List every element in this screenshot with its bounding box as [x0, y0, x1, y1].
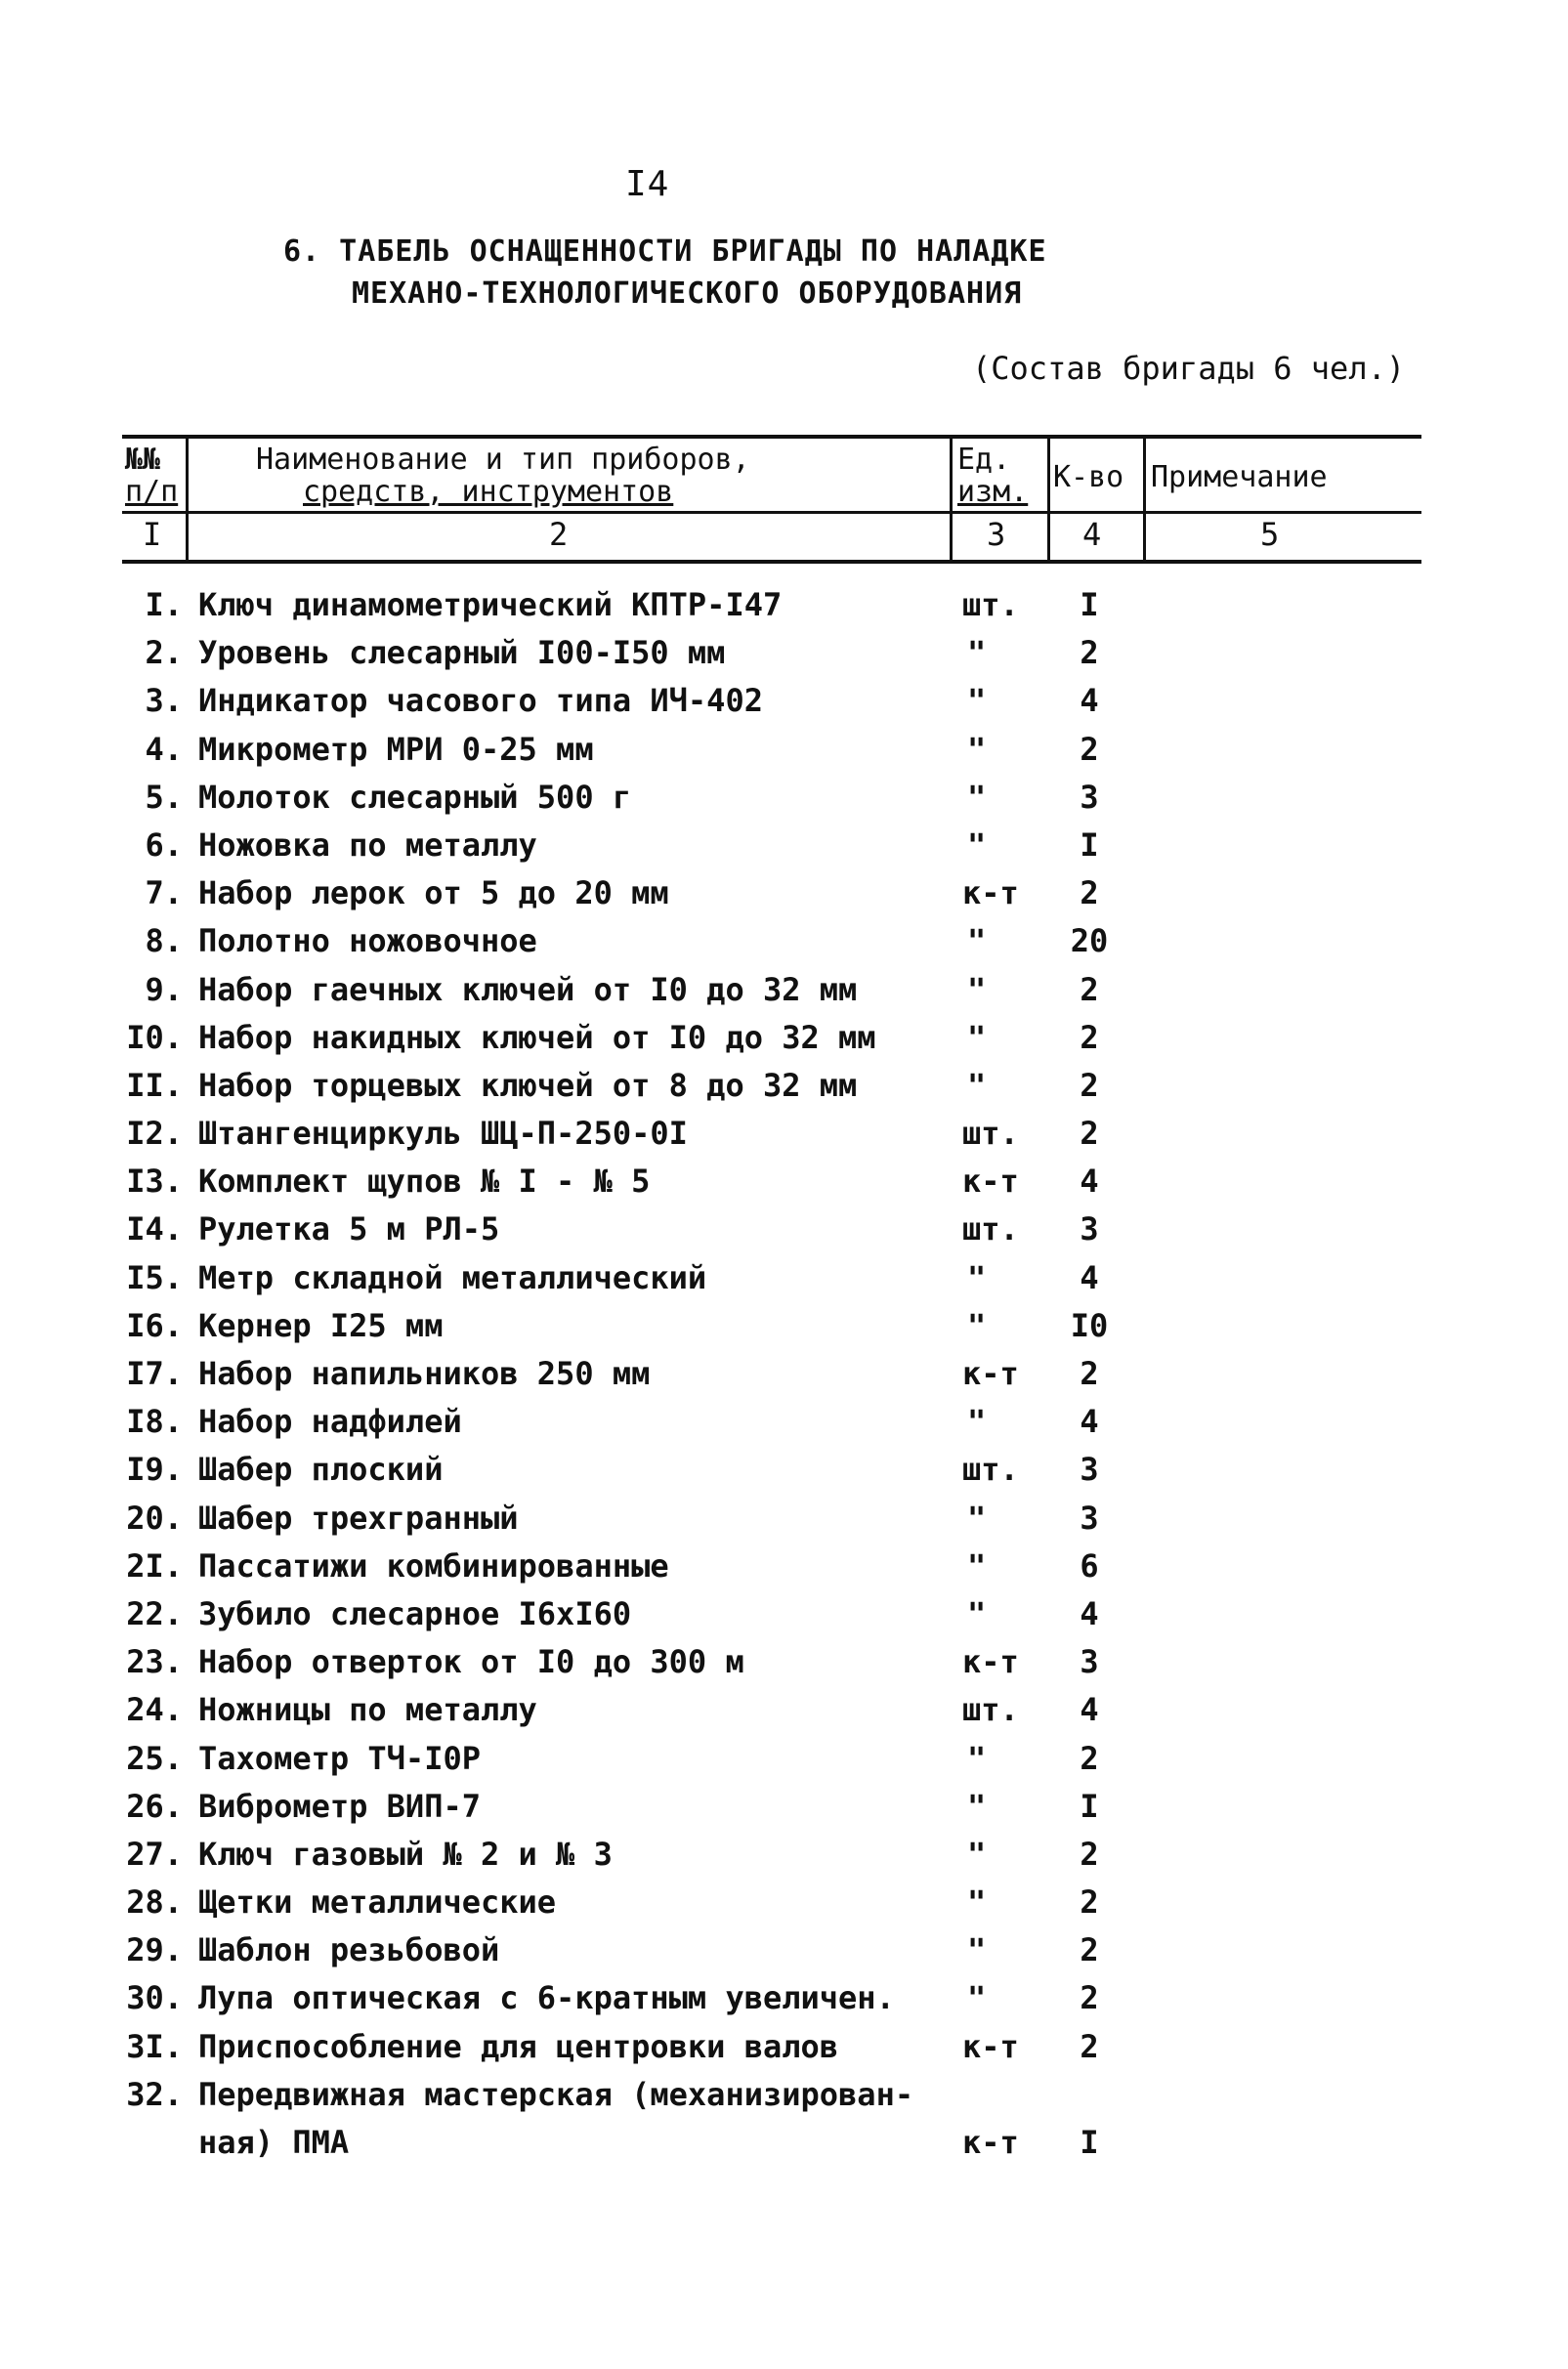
row-quantity: I — [1080, 825, 1099, 864]
row-quantity: 4 — [1080, 1403, 1099, 1441]
table-row — [0, 1014, 1568, 1062]
col-divider-3 — [1047, 435, 1050, 560]
row-item-name: Тахометр ТЧ-I0Р — [198, 1739, 481, 1777]
row-item-name: Пассатижи комбинированные — [198, 1546, 669, 1585]
equipment-list — [0, 581, 1568, 2167]
row-item-name: Набор надфилей — [198, 1403, 462, 1441]
row-unit: " — [967, 1403, 987, 1441]
row-quantity: I — [1080, 586, 1099, 623]
row-number: 22. — [126, 1594, 183, 1632]
row-unit: " — [967, 1546, 987, 1585]
row-quantity: I0 — [1070, 1306, 1109, 1344]
row-item-name: Шабер плоский — [198, 1451, 444, 1489]
row-number: 25. — [126, 1739, 183, 1777]
row-number: 3. — [145, 682, 183, 720]
row-unit: шт. — [962, 1210, 1019, 1248]
header-col1-line2: п/п — [125, 475, 179, 509]
row-unit: к-т — [962, 2027, 1019, 2065]
row-unit: " — [967, 1835, 987, 1873]
row-item-name: Набор отверток от I0 до 300 м — [198, 1643, 744, 1681]
header-col2-line2: средств, инструментов — [303, 475, 674, 509]
row-item-name: Набор торцевых ключей от 8 до 32 мм — [198, 1066, 858, 1104]
row-unit: " — [967, 1787, 987, 1825]
row-quantity: I — [1080, 1787, 1099, 1825]
row-unit: " — [967, 1739, 987, 1777]
row-quantity: 4 — [1080, 1691, 1099, 1729]
table-row — [0, 1879, 1568, 1926]
table-row — [0, 1158, 1568, 1206]
row-number: I5. — [126, 1258, 183, 1296]
header-col3-line1: Ед. — [957, 443, 1011, 477]
row-item-name: Зубило слесарное I6xI60 — [198, 1594, 632, 1632]
row-quantity: 2 — [1080, 1931, 1099, 1969]
table-row — [0, 1206, 1568, 1253]
row-unit: " — [967, 922, 987, 960]
row-quantity: 3 — [1080, 1499, 1099, 1537]
row-unit: " — [967, 1066, 987, 1104]
row-number: 24. — [126, 1691, 183, 1729]
row-number: I7. — [126, 1355, 183, 1392]
row-item-name: Набор лерок от 5 до 20 мм — [198, 874, 669, 912]
row-quantity: 2 — [1080, 2027, 1099, 2065]
header-middle-rule — [122, 511, 1421, 514]
row-quantity: 2 — [1080, 730, 1099, 768]
table-row — [0, 726, 1568, 774]
row-item-name: Микрометр МРИ 0-25 мм — [198, 730, 594, 768]
table-row — [0, 1686, 1568, 1734]
row-quantity: 20 — [1070, 922, 1109, 960]
row-number: 23. — [126, 1643, 183, 1681]
row-quantity: 3 — [1080, 778, 1099, 816]
page-number: I4 — [625, 164, 670, 204]
table-row — [0, 1735, 1568, 1783]
row-number: 7. — [145, 874, 183, 912]
row-quantity: 2 — [1080, 1115, 1099, 1153]
row-unit: " — [967, 778, 987, 816]
header-col3-line2: изм. — [957, 475, 1029, 509]
row-number: 27. — [126, 1835, 183, 1873]
row-quantity: 2 — [1080, 1355, 1099, 1392]
table-row — [0, 917, 1568, 965]
document-title-line-1: 6. ТАБЕЛЬ ОСНАЩЕННОСТИ БРИГАДЫ ПО НАЛАДКЕ — [283, 234, 1047, 269]
table-row — [0, 581, 1568, 629]
row-item-name: Индикатор часового типа ИЧ-402 — [198, 682, 763, 720]
row-quantity: 6 — [1080, 1546, 1099, 1585]
row-unit: " — [967, 1979, 987, 2017]
row-item-name: Полотно ножовочное — [198, 922, 537, 960]
row-number: 9. — [145, 970, 183, 1008]
table-row — [0, 966, 1568, 1014]
col-divider-2 — [950, 435, 953, 560]
header-col1-line1: №№ — [125, 443, 161, 477]
row-item-name: Кернер I25 мм — [198, 1306, 444, 1344]
row-item-name: Лупа оптическая с 6-кратным увеличен. — [198, 1979, 895, 2017]
column-number-4: 4 — [1082, 516, 1102, 553]
row-unit: шт. — [962, 1451, 1019, 1489]
row-quantity: 2 — [1080, 1018, 1099, 1056]
row-quantity: 3 — [1080, 1451, 1099, 1489]
row-item-name: Шабер трехгранный — [198, 1499, 519, 1537]
row-unit: " — [967, 1258, 987, 1296]
table-row — [0, 869, 1568, 917]
row-quantity: 2 — [1080, 1066, 1099, 1104]
row-quantity: 3 — [1080, 1643, 1099, 1681]
row-item-name: Ножницы по металлу — [198, 1691, 537, 1729]
row-item-name: Набор накидных ключей от I0 до 32 мм — [198, 1018, 876, 1056]
row-item-name: Шаблон резьбовой — [198, 1931, 500, 1969]
table-row — [0, 1398, 1568, 1446]
row-number: 2. — [145, 634, 183, 672]
row-unit: " — [967, 1018, 987, 1056]
row-unit: к-т — [962, 1163, 1019, 1201]
row-item-name: Ключ газовый № 2 и № 3 — [198, 1835, 613, 1873]
row-unit: " — [967, 1499, 987, 1537]
column-number-3: 3 — [987, 516, 1006, 553]
header-col4: К-во — [1053, 460, 1124, 494]
row-quantity: 2 — [1080, 970, 1099, 1008]
row-unit: к-т — [962, 874, 1019, 912]
row-item-name: Уровень слесарный I00-I50 мм — [198, 634, 726, 672]
table-row — [0, 629, 1568, 677]
row-unit: " — [967, 682, 987, 720]
col-divider-4 — [1143, 435, 1146, 560]
table-row — [0, 2023, 1568, 2071]
row-quantity: 4 — [1080, 1163, 1099, 1201]
row-unit: шт. — [962, 1115, 1019, 1153]
row-number: 30. — [126, 1979, 183, 2017]
row-number: I8. — [126, 1403, 183, 1441]
document-title-line-2: МЕХАНО-ТЕХНОЛОГИЧЕСКОГО ОБОРУДОВАНИЯ — [352, 276, 1023, 311]
row-item-name: Штангенциркуль ШЦ-П-250-0I — [198, 1115, 688, 1153]
row-item-name: Ключ динамометрический КПТР-I47 — [198, 586, 783, 623]
row-number: I4. — [126, 1210, 183, 1248]
row-unit: к-т — [962, 2124, 1019, 2161]
row-quantity: 4 — [1080, 1594, 1099, 1632]
row-item-name: Рулетка 5 м РЛ-5 — [198, 1210, 500, 1248]
header-col5: Примечание — [1151, 460, 1328, 494]
row-item-name: Приспособление для центровки валов — [198, 2027, 839, 2065]
row-number: 20. — [126, 1499, 183, 1537]
table-row — [0, 1254, 1568, 1302]
row-unit: шт. — [962, 1691, 1019, 1729]
row-unit: " — [967, 825, 987, 864]
row-number: 32. — [126, 2075, 183, 2113]
row-item-name: Комплект щупов № I - № 5 — [198, 1163, 651, 1201]
table-row — [0, 822, 1568, 869]
table-row — [0, 1543, 1568, 1590]
row-number: 6. — [145, 825, 183, 864]
table-row — [0, 1302, 1568, 1350]
row-item-name: Набор напильников 250 мм — [198, 1355, 651, 1392]
table-row — [0, 1831, 1568, 1879]
row-unit: " — [967, 634, 987, 672]
row-quantity: 2 — [1080, 874, 1099, 912]
table-row — [0, 1974, 1568, 2022]
header-col2-line1: Наименование и тип приборов, — [256, 443, 750, 477]
row-number: 28. — [126, 1883, 183, 1922]
table-row — [0, 1350, 1568, 1398]
row-item-name: Ножовка по металлу — [198, 825, 537, 864]
header-bottom-rule — [122, 560, 1421, 564]
row-number: 29. — [126, 1931, 183, 1969]
table-row — [0, 1495, 1568, 1543]
brigade-composition: (Состав бригады 6 чел.) — [972, 350, 1406, 387]
row-number: 8. — [145, 922, 183, 960]
row-unit: " — [967, 730, 987, 768]
table-row — [0, 774, 1568, 822]
row-unit: " — [967, 1931, 987, 1969]
column-number-2: 2 — [549, 516, 569, 553]
row-quantity: 2 — [1080, 1883, 1099, 1922]
table-row — [0, 2119, 1568, 2167]
row-quantity: I — [1080, 2124, 1099, 2161]
header-top-rule — [122, 435, 1421, 439]
table-row — [0, 1926, 1568, 1974]
row-number: I9. — [126, 1451, 183, 1489]
table-row — [0, 1062, 1568, 1110]
table-row — [0, 1446, 1568, 1494]
row-number: I6. — [126, 1306, 183, 1344]
row-quantity: 4 — [1080, 1258, 1099, 1296]
row-number: II. — [126, 1066, 183, 1104]
column-number-5: 5 — [1260, 516, 1280, 553]
row-quantity: 2 — [1080, 1979, 1099, 2017]
row-number: I2. — [126, 1115, 183, 1153]
row-quantity: 2 — [1080, 1739, 1099, 1777]
row-number: 2I. — [126, 1546, 183, 1585]
row-quantity: 2 — [1080, 634, 1099, 672]
row-quantity: 3 — [1080, 1210, 1099, 1248]
table-row — [0, 677, 1568, 725]
row-number: I0. — [126, 1018, 183, 1056]
table-row — [0, 2071, 1568, 2119]
row-unit: " — [967, 970, 987, 1008]
row-quantity: 2 — [1080, 1835, 1099, 1873]
row-item-name: Набор гаечных ключей от I0 до 32 мм — [198, 970, 858, 1008]
table-row — [0, 1638, 1568, 1686]
row-unit: к-т — [962, 1355, 1019, 1392]
row-quantity: 4 — [1080, 682, 1099, 720]
row-number: 26. — [126, 1787, 183, 1825]
col-divider-1 — [186, 435, 189, 560]
row-item-name: Виброметр ВИП-7 — [198, 1787, 481, 1825]
row-unit: шт. — [962, 586, 1019, 623]
table-row — [0, 1590, 1568, 1638]
row-unit: " — [967, 1883, 987, 1922]
row-unit: к-т — [962, 1643, 1019, 1681]
row-item-name: ная) ПМА — [198, 2124, 350, 2161]
row-item-name: Передвижная мастерская (механизирован- — [198, 2075, 914, 2113]
row-number: 4. — [145, 730, 183, 768]
row-number: 3I. — [126, 2027, 183, 2065]
row-unit: " — [967, 1306, 987, 1344]
row-item-name: Метр складной металлический — [198, 1258, 707, 1296]
table-row — [0, 1783, 1568, 1831]
row-unit: " — [967, 1594, 987, 1632]
table-row — [0, 1110, 1568, 1158]
row-item-name: Молоток слесарный 500 г — [198, 778, 632, 816]
row-item-name: Щетки металлические — [198, 1883, 557, 1922]
row-number: I. — [145, 586, 183, 623]
column-number-1: I — [143, 516, 162, 553]
row-number: I3. — [126, 1163, 183, 1201]
row-number: 5. — [145, 778, 183, 816]
